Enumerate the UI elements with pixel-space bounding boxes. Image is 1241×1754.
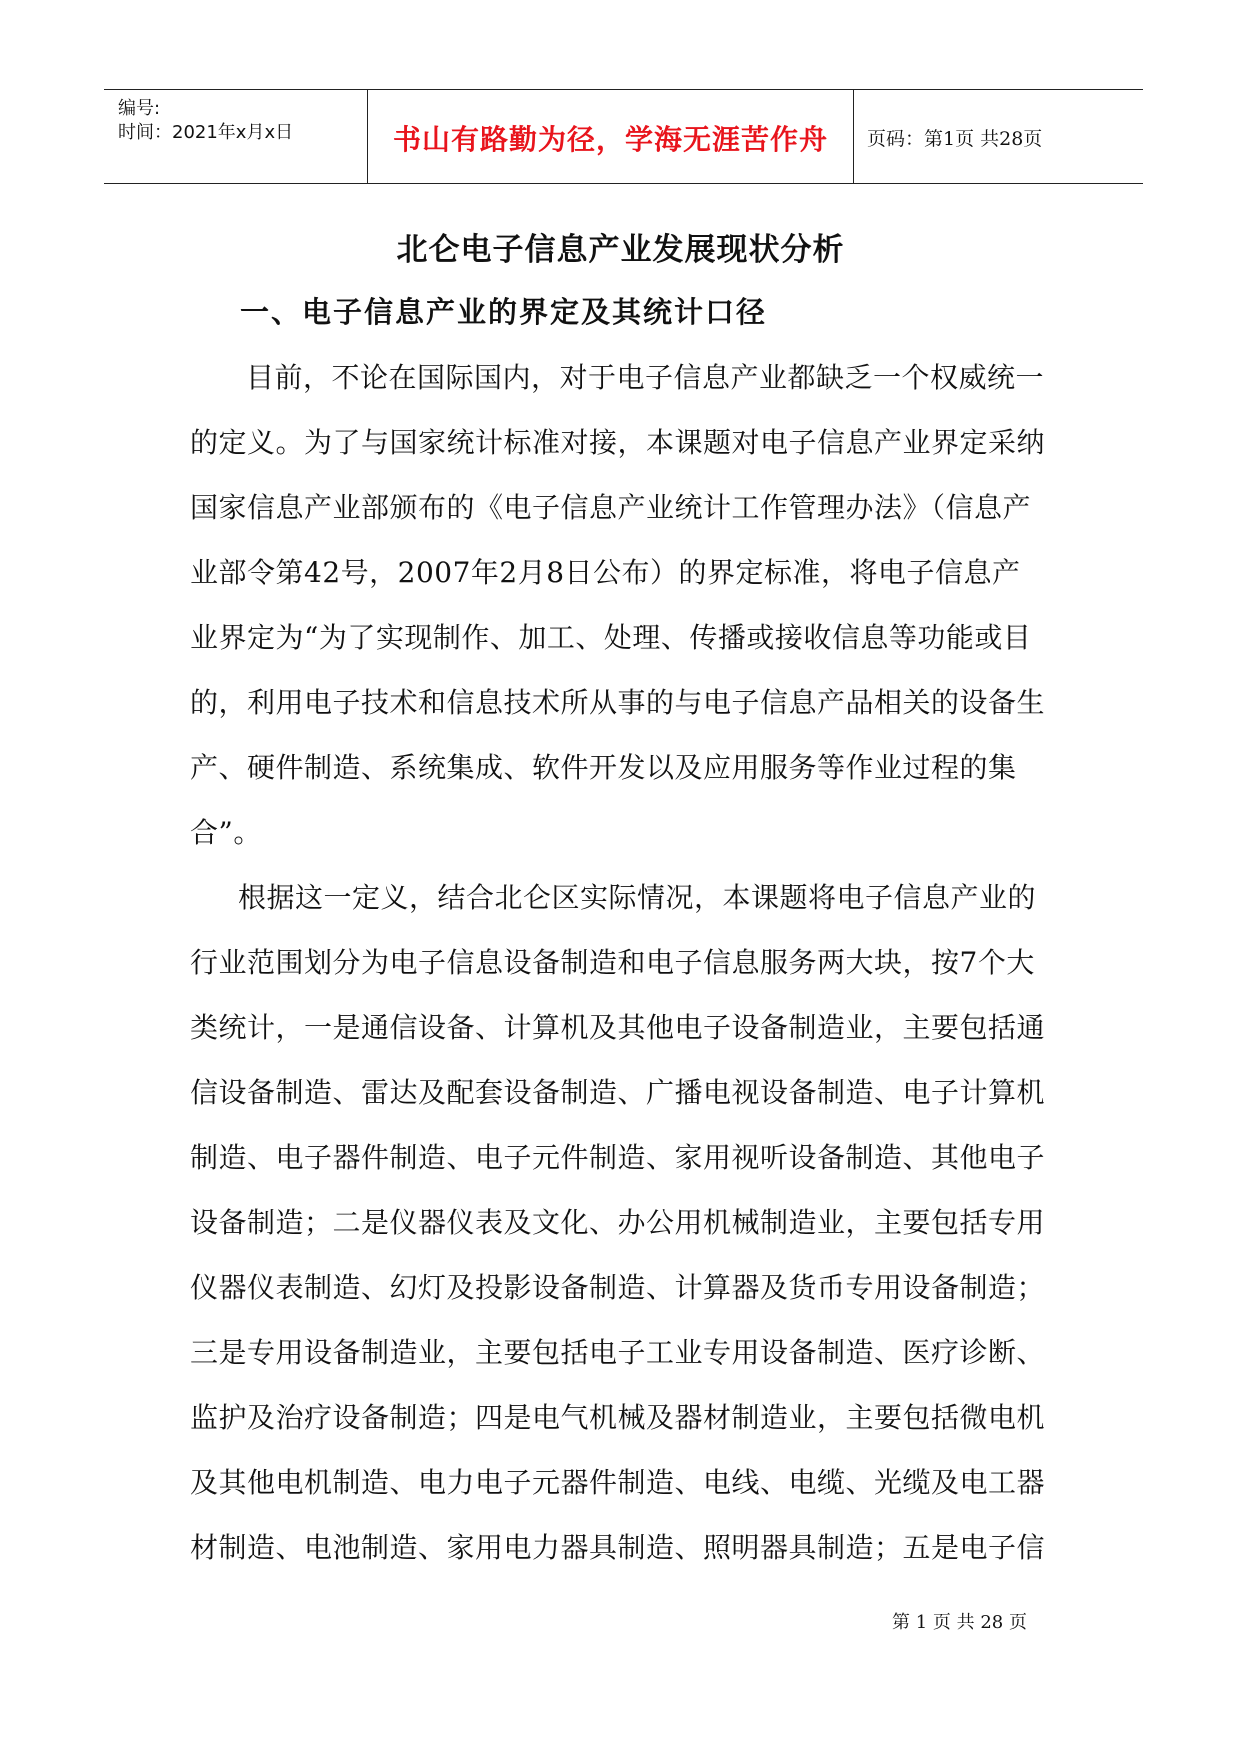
paragraph-line: 三是专用设备制造业，主要包括电子工业专用设备制造、医疗诊断、 bbox=[190, 1336, 1046, 1369]
paragraph-line: 制造、电子器件制造、电子元件制造、家用视听设备制造、其他电子 bbox=[190, 1141, 1046, 1174]
paragraph-line: 国家信息产业部颁布的《电子信息产业统计工作管理办法》（信息产 bbox=[190, 491, 1032, 524]
header-page-code: 页码：第1页 共28页 bbox=[867, 128, 1043, 150]
header-motto: 书山有路勤为径，学海无涯苦作舟 bbox=[392, 123, 828, 156]
paragraph-line: 合”。 bbox=[190, 816, 262, 849]
paragraph-line: 的，利用电子技术和信息技术所从事的与电子信息产品相关的设备生 bbox=[190, 686, 1046, 719]
header-motto-cell bbox=[368, 90, 854, 183]
paragraph-line: 根据这一定义，结合北仑区实际情况，本课题将电子信息产业的 bbox=[238, 881, 1037, 914]
paragraph-line: 材制造、电池制造、家用电力器具制造、照明器具制造；五是电子信 bbox=[190, 1531, 1046, 1564]
header-page-cell bbox=[854, 90, 1143, 183]
page-footer: 第 1 页 共 28 页 bbox=[892, 1612, 1027, 1633]
paragraph-line: 业界定为“为了实现制作、加工、处理、传播或接收信息等功能或目 bbox=[190, 621, 1032, 654]
document-header bbox=[104, 89, 1143, 184]
paragraph-line: 的定义。为了与国家统计标准对接，本课题对电子信息产业界定采纳 bbox=[190, 426, 1046, 459]
document-time-label: 时间：2021年x月x日 bbox=[118, 122, 294, 143]
paragraph-line: 产、硬件制造、系统集成、软件开发以及应用服务等作业过程的集 bbox=[190, 751, 1017, 784]
paragraph-line: 行业范围划分为电子信息设备制造和电子信息服务两大块，按7个大 bbox=[190, 946, 1035, 979]
document-number-label: 编号: bbox=[118, 98, 161, 119]
paragraph-line: 仪器仪表制造、幻灯及投影设备制造、计算器及货币专用设备制造； bbox=[190, 1271, 1046, 1304]
paragraph-line: 及其他电机制造、电力电子元器件制造、电线、电缆、光缆及电工器 bbox=[190, 1466, 1046, 1499]
section-heading: 一、电子信息产业的界定及其统计口径 bbox=[240, 295, 768, 329]
paragraph-line: 信设备制造、雷达及配套设备制造、广播电视设备制造、电子计算机 bbox=[190, 1076, 1046, 1109]
paragraph-line: 监护及治疗设备制造；四是电气机械及器材制造业，主要包括微电机 bbox=[190, 1401, 1046, 1434]
paragraph-line: 类统计，一是通信设备、计算机及其他电子设备制造业，主要包括通 bbox=[190, 1011, 1046, 1044]
document-title: 北仑电子信息产业发展现状分析 bbox=[396, 232, 845, 268]
header-meta-cell bbox=[104, 90, 368, 183]
paragraph-line: 设备制造；二是仪器仪表及文化、办公用机械制造业，主要包括专用 bbox=[190, 1206, 1046, 1239]
paragraph-line: 业部令第42号，2007年2月8日公布）的界定标准，将电子信息产 bbox=[190, 556, 1021, 589]
paragraph-line: 目前，不论在国际国内，对于电子信息产业都缺乏一个权威统一 bbox=[246, 361, 1045, 394]
